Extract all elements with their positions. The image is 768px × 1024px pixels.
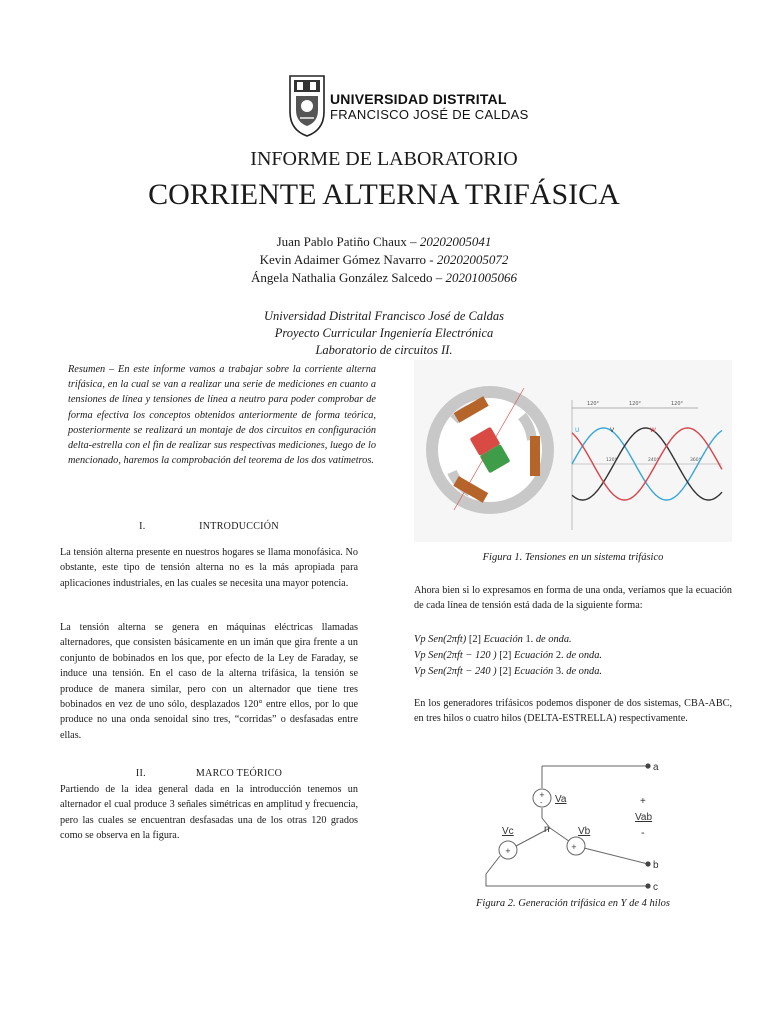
author-id: 20202005041 xyxy=(419,234,492,249)
shield-icon xyxy=(290,76,324,136)
vab-plus: + xyxy=(640,796,646,807)
affiliation-program: Proyecto Curricular Ingeniería Electrónica xyxy=(274,326,494,340)
terminal-c-label: c xyxy=(653,882,658,892)
phase-label-v: V xyxy=(610,427,615,434)
abstract: Resumen – En este informe vamos a trabajar sobre la corriente alterna trifásica, en la cual se van a realizar una serie de mediciones en cuanto a tensiones de línea y tensiones de línea a neutro para poder comprobar de forma efectiva los conceptos obtenidos anteriormente de forma teórica, posteriormente se realizará un montaje de dos circuitos en configuración delta-estrella con el fin de realizar sus respectivas mediciones, luego de lo mencionado, haremos la comprobación del teorema de los dos vatímetros. xyxy=(68,364,376,467)
equation-suffix: de onda. xyxy=(566,666,603,677)
intro-paragraph-2: La tensión alterna se genera en máquinas eléctricas llamadas alternadores, que consisten básicamente en un imán que gira frente a un conjunto de bobinados en los que, por efecto de la Ley de Faraday, se induce una tensión. En el caso de la alterna trifásica, la tensión se produce de manera similar, pero con un alternador que tiene tres bobinados en vez de uno sólo, desplazados 120° entre ellos, por lo que produce no una onda senoidal sino tres, “corridas” o desfasadas entre ellas. xyxy=(60,622,358,741)
section-number: I. xyxy=(139,521,146,532)
angle-label: 120° xyxy=(587,401,600,407)
source-b-icon xyxy=(567,837,585,855)
author-separator: – xyxy=(406,234,420,249)
alternator-illustration xyxy=(426,386,554,514)
figure-1-caption: Figura 1. Tensiones en un sistema trifásico xyxy=(482,552,664,563)
section-number: II. xyxy=(135,768,146,779)
theory-paragraph-1: Partiendo de la idea general dada en la introducción tenemos un alternador el cual produce 3 señales simétricas en amplitud y frecuencia, pero las cuales se encuentran desfasadas una de los otras 120 grados como se observa en la figura. xyxy=(60,784,358,842)
neutral-node-label: n xyxy=(544,824,550,835)
figure-2-wye-circuit xyxy=(480,756,670,892)
author-id: 20202005072 xyxy=(436,252,509,267)
svg-text:-: - xyxy=(540,799,543,807)
svg-text:+: + xyxy=(505,847,511,855)
equation-expression: Vp Sen(2πft − 120 ) xyxy=(414,650,497,661)
source-b-label: Vb xyxy=(578,826,591,837)
equation-suffix: de onda. xyxy=(566,650,603,661)
equation-label: Ecuación xyxy=(483,634,523,645)
figure-1-three-phase-diagram xyxy=(414,360,732,542)
equation-label: Ecuación xyxy=(513,650,554,661)
terminal-a-label: a xyxy=(653,762,659,773)
coil-right xyxy=(530,436,540,476)
source-c-icon xyxy=(499,841,517,859)
university-name-line2: FRANCISCO JOSÉ DE CALDAS xyxy=(330,107,529,122)
section-title: INTRODUCCIÓN xyxy=(199,521,279,532)
right-paragraph-2: En los generadores trifásicos podemos disponer de dos sistemas, CBA-ABC, en tres hilos o cuatro hilos (DELTA-ESTRELLA) respectivamente. xyxy=(414,698,732,725)
section-title: MARCO TEÓRICO xyxy=(195,768,283,779)
vab-minus: - xyxy=(641,827,645,839)
university-name xyxy=(330,92,529,122)
section-theory-heading xyxy=(60,768,358,779)
axis-mark: 240° xyxy=(648,458,659,463)
axis-mark: 360° xyxy=(690,458,701,463)
intro-paragraph-1: La tensión alterna presente en nuestros hogares se llama monofásica. No obstante, este tipo de tensión alterna no es la más apropiada para aplicaciones industriales, en las cuales se necesita una mayor potencia. xyxy=(60,547,358,589)
equation-expression: Vp Sen(2πft) xyxy=(414,634,467,645)
equation-ref: [2] xyxy=(499,666,512,677)
author-separator: - xyxy=(426,252,437,267)
equation-label: Ecuación xyxy=(513,666,554,677)
report-type: INFORME DE LABORATORIO xyxy=(250,148,518,170)
author-3 xyxy=(0,270,768,286)
equation-number: 2. xyxy=(555,650,564,661)
author-2 xyxy=(0,252,768,268)
vab-label: Vab xyxy=(635,812,653,823)
author-separator: – xyxy=(432,270,446,285)
terminal-c-dot xyxy=(645,883,650,888)
source-a-label: Va xyxy=(555,794,567,805)
source-c-label: Vc xyxy=(502,826,514,837)
equation-number: 3. xyxy=(555,666,564,677)
svg-text:+: + xyxy=(539,791,545,799)
author-1 xyxy=(0,234,768,250)
author-name: Ángela Nathalia González Salcedo xyxy=(250,270,433,285)
author-id: 20201005066 xyxy=(445,270,518,285)
right-paragraph-1: Ahora bien si lo expresamos en forma de una onda, veríamos que la ecuación de cada línea de tensión está dada de la siguiente forma: xyxy=(414,585,732,612)
author-name: Juan Pablo Patiño Chaux xyxy=(276,234,407,249)
equation-number: 1. xyxy=(525,634,534,645)
figure-2-caption: Figura 2. Generación trifásica en Y de 4 hilos xyxy=(476,898,670,909)
report-title: CORRIENTE ALTERNA TRIFÁSICA xyxy=(148,178,620,211)
equation-ref: [2] xyxy=(499,650,512,661)
author-name: Kevin Adaimer Gómez Navarro xyxy=(259,252,427,267)
equation-1 xyxy=(414,632,572,648)
affiliation-university: Universidad Distrital Francisco José de Caldas xyxy=(264,309,504,323)
source-a-icon xyxy=(533,789,551,807)
terminal-b-dot xyxy=(645,861,650,866)
equation-2 xyxy=(414,648,602,664)
phase-label-u: U xyxy=(575,427,580,434)
equation-expression: Vp Sen(2πft − 240 ) xyxy=(414,666,497,677)
equation-ref: [2] xyxy=(468,634,481,645)
phase-label-w: W xyxy=(650,427,656,434)
equation-3 xyxy=(414,664,602,680)
section-intro-heading xyxy=(60,521,358,532)
terminal-a-dot xyxy=(645,763,650,768)
angle-label: 120° xyxy=(671,401,684,407)
svg-text:+: + xyxy=(571,843,577,851)
equation-suffix: de onda. xyxy=(535,634,572,645)
angle-label: 120° xyxy=(629,401,642,407)
axis-mark: 120° xyxy=(606,458,617,463)
affiliation-lab: Laboratorio de circuitos II. xyxy=(315,343,453,357)
terminal-b-label: b xyxy=(653,860,659,871)
university-name-line1: UNIVERSIDAD DISTRITAL xyxy=(330,91,507,107)
